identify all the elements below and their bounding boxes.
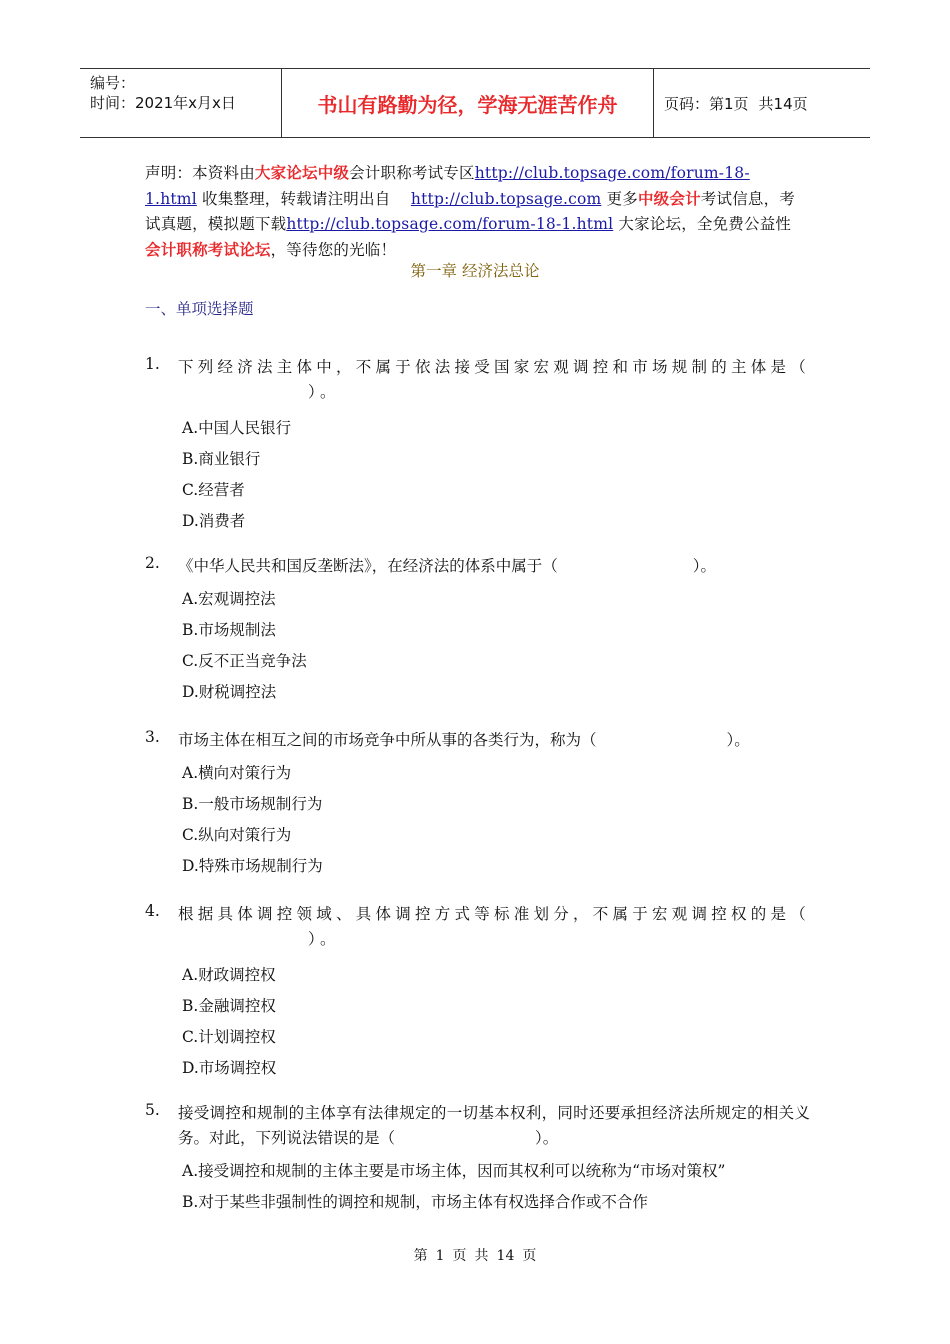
number-label: 编号： [90, 74, 136, 92]
option-a: A.宏观调控法 [182, 590, 276, 608]
header-motto: 书山有路勤为径，学海无涯苦作舟 [282, 69, 654, 137]
footer-text: 页 [452, 1248, 467, 1264]
question-1 [145, 355, 810, 537]
statement-text: ，等待您的光临！ [270, 241, 397, 259]
footer-text: 第 [413, 1248, 428, 1264]
option-a: A.横向对策行为 [182, 764, 292, 782]
question-number: 5. [145, 1101, 160, 1119]
page-footer [0, 1245, 950, 1265]
option-d: D.财税调控法 [182, 683, 277, 701]
statement-text: 大家论坛，全免费公益性 [618, 215, 792, 233]
question-2 [145, 554, 810, 708]
statement-text: 更多 [606, 190, 638, 208]
question-number: 4. [145, 902, 160, 920]
question-4 [145, 902, 810, 1084]
footer-text: 共 [474, 1248, 489, 1264]
option-b: B.对于某些非强制性的调控和规制，市场主体有权选择合作或不合作 [182, 1193, 648, 1211]
question-text: 接受调控和规制的主体享有法律规定的一切基本权利，同时还要承担经济法所规定的相关义务。对此，下列说法错误的是（ ）。 [178, 1104, 810, 1147]
page-label: 页码：第1页 [664, 94, 749, 113]
option-c: C.纵向对策行为 [182, 826, 292, 844]
question-text: 下列经济法主体中，不属于依法接受国家宏观调控和市场规制的主体是（）。 [178, 358, 810, 401]
question-text: 《中华人民共和国反垄断法》，在经济法的体系中属于（ ）。 [178, 557, 717, 575]
option-a: A.接受调控和规制的主体主要是市场主体，因而其权利可以统称为“市场对策权” [182, 1162, 726, 1180]
site-link[interactable]: http://club.topsage.com [410, 190, 602, 208]
statement-text: 声明：本资料由 [145, 164, 255, 182]
option-c: C.经营者 [182, 481, 245, 499]
statement-highlight: 中级会计 [637, 189, 701, 208]
option-c: C.反不正当竞争法 [182, 652, 307, 670]
footer-total-pages: 14 [496, 1248, 515, 1264]
question-number: 2. [145, 554, 160, 572]
option-a: A.财政调控权 [182, 966, 276, 984]
option-b: B.市场规制法 [182, 621, 276, 639]
total-label: 共14页 [758, 94, 808, 113]
section-title: 一、单项选择题 [145, 300, 254, 318]
question-text: 市场主体在相互之间的市场竞争中所从事的各类行为，称为（ ）。 [178, 731, 750, 749]
question-number: 3. [145, 728, 160, 746]
option-d: D.特殊市场规制行为 [182, 857, 323, 875]
option-d: D.市场调控权 [182, 1059, 277, 1077]
chapter-title: 第一章 经济法总论 [410, 262, 540, 280]
option-b: B.一般市场规制行为 [182, 795, 323, 813]
header-meta [80, 69, 282, 137]
footer-text: 页 [522, 1248, 537, 1264]
statement-highlight: 大家论坛中级 [254, 163, 350, 182]
statement-highlight: 会计职称考试论坛 [145, 240, 271, 259]
footer-page-number: 1 [435, 1248, 445, 1264]
question-5 [145, 1101, 810, 1218]
statement-paragraph [145, 160, 800, 263]
forum-link[interactable]: http://club.topsage.com/forum-18-1.html [145, 164, 750, 208]
option-c: C.计划调控权 [182, 1028, 276, 1046]
statement-text: 考试信息，考试真题，模拟题下载 [145, 190, 795, 233]
header-page-info [654, 69, 870, 137]
forum-link[interactable]: http://club.topsage.com/forum-18-1.html [286, 215, 614, 233]
statement-text: 会计职称考试专区 [349, 164, 475, 182]
option-d: D.消费者 [182, 512, 246, 530]
question-number: 1. [145, 355, 160, 373]
option-b: B.金融调控权 [182, 997, 276, 1015]
question-3 [145, 728, 810, 882]
question-text: 根据具体调控领域、具体调控方式等标准划分，不属于宏观调控权的是（）。 [178, 905, 810, 948]
option-b: B.商业银行 [182, 450, 261, 468]
time-label: 时间：2021年x月x日 [90, 94, 236, 112]
document-header [80, 68, 870, 138]
option-a: A.中国人民银行 [182, 419, 292, 437]
statement-text: 收集整理，转载请注明出自 [202, 190, 391, 208]
